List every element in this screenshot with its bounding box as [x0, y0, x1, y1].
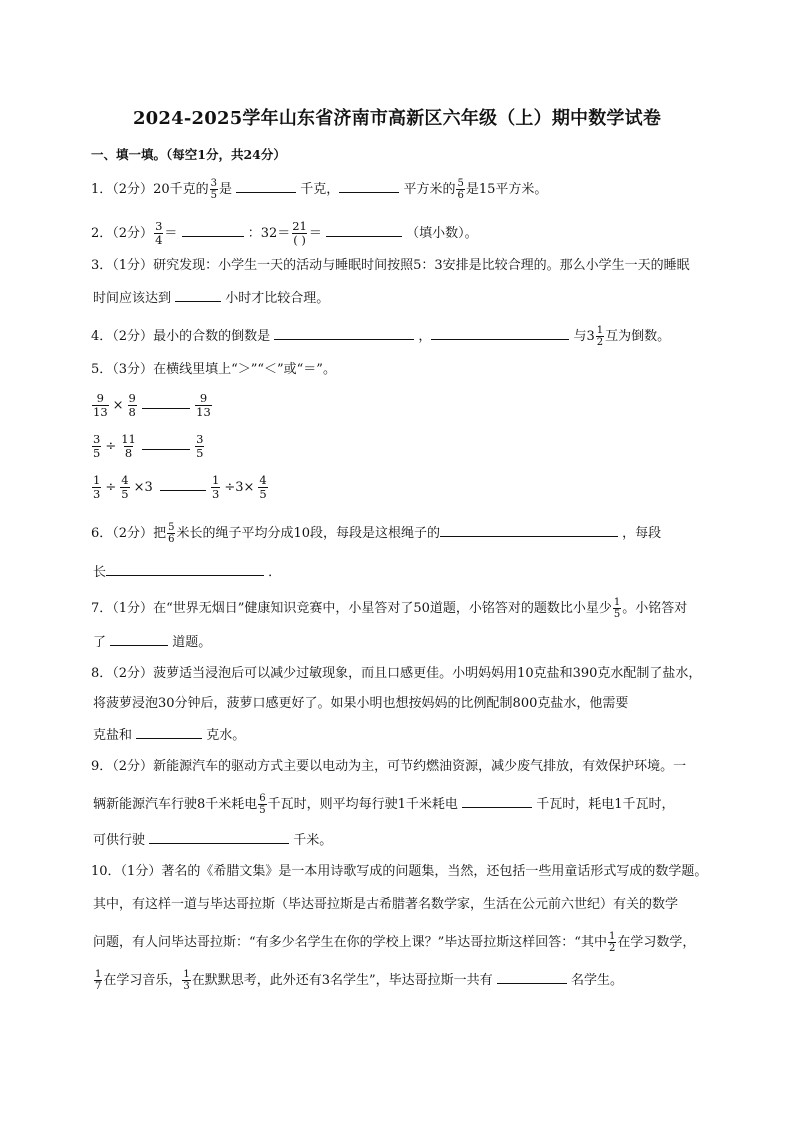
question-text: 。小铭答对	[622, 601, 688, 616]
answer-blank[interactable]	[110, 631, 168, 646]
question-3-cont	[93, 287, 329, 309]
question-3	[91, 256, 690, 276]
score-label: （2分）	[112, 759, 154, 774]
question-10	[91, 862, 707, 882]
fraction: $\frac{21}{( )}$	[292, 219, 307, 247]
question-text: 在“世界无烟日”健康知识竞赛中，小星答对了50道题，小铭答对的题数比小星少	[153, 601, 612, 616]
question-number: 4．	[91, 329, 113, 344]
question-9	[91, 757, 686, 777]
answer-blank[interactable]	[431, 325, 569, 340]
question-1	[91, 178, 547, 201]
question-number: 5．	[91, 362, 113, 377]
question-text: （填小数）。	[406, 226, 478, 241]
fraction: $\frac{6}{5}$	[259, 793, 266, 816]
answer-blank[interactable]	[339, 178, 399, 193]
answer-blank[interactable]	[274, 325, 414, 340]
answer-blank[interactable]	[142, 435, 190, 450]
question-10-line-4	[93, 969, 623, 992]
question-7	[91, 597, 687, 620]
question-text: 最小的合数的倒数是	[153, 329, 271, 344]
question-text: 是15平方米。	[465, 182, 548, 197]
score-label: （2分）	[112, 226, 154, 241]
question-8	[91, 664, 701, 684]
question-text: 时间应该达到	[93, 291, 172, 306]
fraction: $\frac{1}{2}$	[596, 325, 604, 348]
question-text: 长	[93, 565, 107, 580]
question-text: ，	[418, 329, 432, 344]
question-10-line-3	[93, 931, 695, 954]
question-text: 千米。	[293, 833, 333, 848]
question-text: ＝	[308, 226, 322, 241]
fraction: $\frac{9}{13}$	[93, 391, 108, 419]
question-text: 是	[218, 182, 232, 197]
question-7-cont	[93, 631, 211, 653]
question-text: 菠萝适当浸泡后可以减少过敏现象，而且口感更佳。小明妈妈用10克盐和390克水配制了盐水，	[153, 666, 702, 681]
question-text: 名学生。	[570, 973, 623, 988]
question-text: ＝	[164, 226, 178, 241]
answer-blank[interactable]	[236, 178, 296, 193]
answer-blank[interactable]	[462, 793, 532, 808]
score-label: （3分）	[112, 362, 154, 377]
operator: ÷	[105, 480, 117, 495]
section-heading: 一、填一填。（每空1分，共24分）	[91, 147, 286, 162]
question-number: 10．	[91, 864, 121, 879]
question-9-line-3	[93, 829, 332, 851]
fraction: $\frac{5}{6}$	[457, 178, 464, 201]
score-label: （2分）	[112, 666, 154, 681]
question-number: 9．	[91, 759, 113, 774]
fraction: $\frac{3}{5}$	[210, 178, 217, 201]
fraction: $\frac{3}{4}$	[155, 219, 163, 247]
question-10-line-2: 其中，有这样一道与毕达哥拉斯（毕达哥拉斯是古希腊著名数学家，生活在公元前六世纪）有关的数学	[93, 897, 679, 912]
answer-blank[interactable]	[182, 222, 244, 237]
question-text: 在默默思考，此外还有3名学生”，毕达哥拉斯一共有	[191, 973, 493, 988]
score-label: （2分）	[112, 526, 154, 541]
fraction: $\frac{3}{5}$	[196, 432, 204, 460]
question-9-line-2	[93, 793, 675, 816]
question-text: 可供行驶	[93, 833, 146, 848]
question-5	[91, 360, 336, 380]
question-text: 克盐和	[93, 728, 133, 743]
question-8-line-2: 将菠萝浸泡30分钟后，菠萝口感更好了。如果小明也想按妈妈的比例配制800克盐水，他需要	[93, 696, 629, 711]
question-number: 8．	[91, 666, 113, 681]
fraction: $\frac{4}{5}$	[259, 473, 267, 501]
page-title: 2024-2025学年山东省济南市高新区六年级（上）期中数学试卷	[132, 108, 662, 129]
question-text: 千瓦时，耗电1千瓦时，	[536, 797, 675, 812]
fraction: $\frac{9}{13}$	[196, 391, 211, 419]
question-text: 辆新能源汽车行驶8千米耗电	[93, 797, 258, 812]
question-text: 道题。	[172, 635, 212, 650]
question-text: 克水。	[206, 728, 246, 743]
answer-blank[interactable]	[142, 394, 190, 409]
question-6-cont	[93, 561, 281, 583]
question-text: 在学习数学，	[617, 935, 696, 950]
question-text: 米长的绳子平均分成10段，每段是这根绳子的	[176, 526, 440, 541]
answer-blank[interactable]	[106, 561, 264, 576]
question-text: 研究发现：小学生一天的活动与睡眠时间按照5：3安排是比较合理的。那么小学生一天的睡眠	[153, 258, 690, 273]
fraction: $\frac{5}{6}$	[168, 522, 175, 545]
answer-blank[interactable]	[175, 287, 221, 302]
question-text: ，每段	[622, 526, 662, 541]
question-text: 千克，	[300, 182, 340, 197]
score-label: （2分）	[112, 329, 154, 344]
fraction: $\frac{1}{5}$	[613, 597, 621, 620]
answer-blank[interactable]	[440, 522, 618, 537]
question-text: 20千克的	[153, 182, 209, 197]
score-label: （1分）	[112, 601, 154, 616]
answer-blank[interactable]	[326, 222, 402, 237]
question-text: 千瓦时，则平均每行驶1千米耗电	[267, 797, 458, 812]
question-number: 6．	[91, 526, 113, 541]
answer-blank[interactable]	[497, 969, 567, 984]
fraction: $\frac{3}{5}$	[93, 432, 101, 460]
question-text: 把	[153, 526, 167, 541]
fraction: $\frac{1}{3}$	[93, 473, 101, 501]
compare-row-2	[91, 433, 205, 460]
fraction: $\frac{1}{7}$	[95, 969, 102, 992]
fraction: $\frac{1}{3}$	[183, 969, 190, 992]
question-6	[91, 522, 661, 545]
question-text: 了	[93, 635, 107, 650]
fraction: $\frac{11}{8}$	[121, 432, 136, 460]
operator: ×3	[133, 480, 153, 495]
question-text: 在学习音乐，	[103, 973, 182, 988]
operator: ×	[112, 398, 124, 413]
question-text: 在横线里填上“＞”“＜”或“＝”。	[153, 362, 336, 377]
score-label: （1分）	[120, 864, 162, 879]
question-2	[91, 220, 478, 247]
fraction: $\frac{9}{8}$	[128, 391, 136, 419]
question-text: 问题，有人问毕达哥拉斯：“有多少名学生在你的学校上课？”毕达哥拉斯这样回答：“其中	[93, 935, 607, 950]
score-label: （2分）	[112, 182, 154, 197]
score-label: （1分）	[112, 258, 154, 273]
fraction: $\frac{1}{2}$	[608, 931, 616, 954]
fraction: $\frac{4}{5}$	[121, 473, 129, 501]
compare-row-3	[91, 474, 269, 501]
answer-blank[interactable]	[149, 829, 289, 844]
operator: ÷3×	[224, 480, 255, 495]
answer-blank[interactable]	[160, 476, 206, 491]
question-text: 与3	[573, 329, 595, 344]
question-text: 平方米的	[403, 182, 456, 197]
fraction: $\frac{1}{3}$	[212, 473, 220, 501]
question-text: 新能源汽车的驱动方式主要以电动为主，可节约燃油资源，减少废气排放，有效保护环境。一	[153, 759, 687, 774]
question-number: 1．	[91, 182, 113, 197]
operator: ÷	[105, 439, 117, 454]
question-text: ：32＝	[247, 226, 291, 241]
question-4	[91, 325, 670, 348]
question-text: 小时才比较合理。	[225, 291, 330, 306]
question-text: ．	[268, 565, 282, 580]
question-number: 2．	[91, 226, 113, 241]
question-number: 7．	[91, 601, 113, 616]
question-8-line-3	[93, 724, 245, 746]
question-text: 互为倒数。	[605, 329, 671, 344]
question-number: 3．	[91, 258, 113, 273]
answer-blank[interactable]	[136, 724, 202, 739]
question-text: 著名的《希腊文集》是一本用诗歌写成的问题集，当然，还包括一些用童话形式写成的数学题。	[161, 864, 708, 879]
compare-row-1	[91, 392, 213, 419]
